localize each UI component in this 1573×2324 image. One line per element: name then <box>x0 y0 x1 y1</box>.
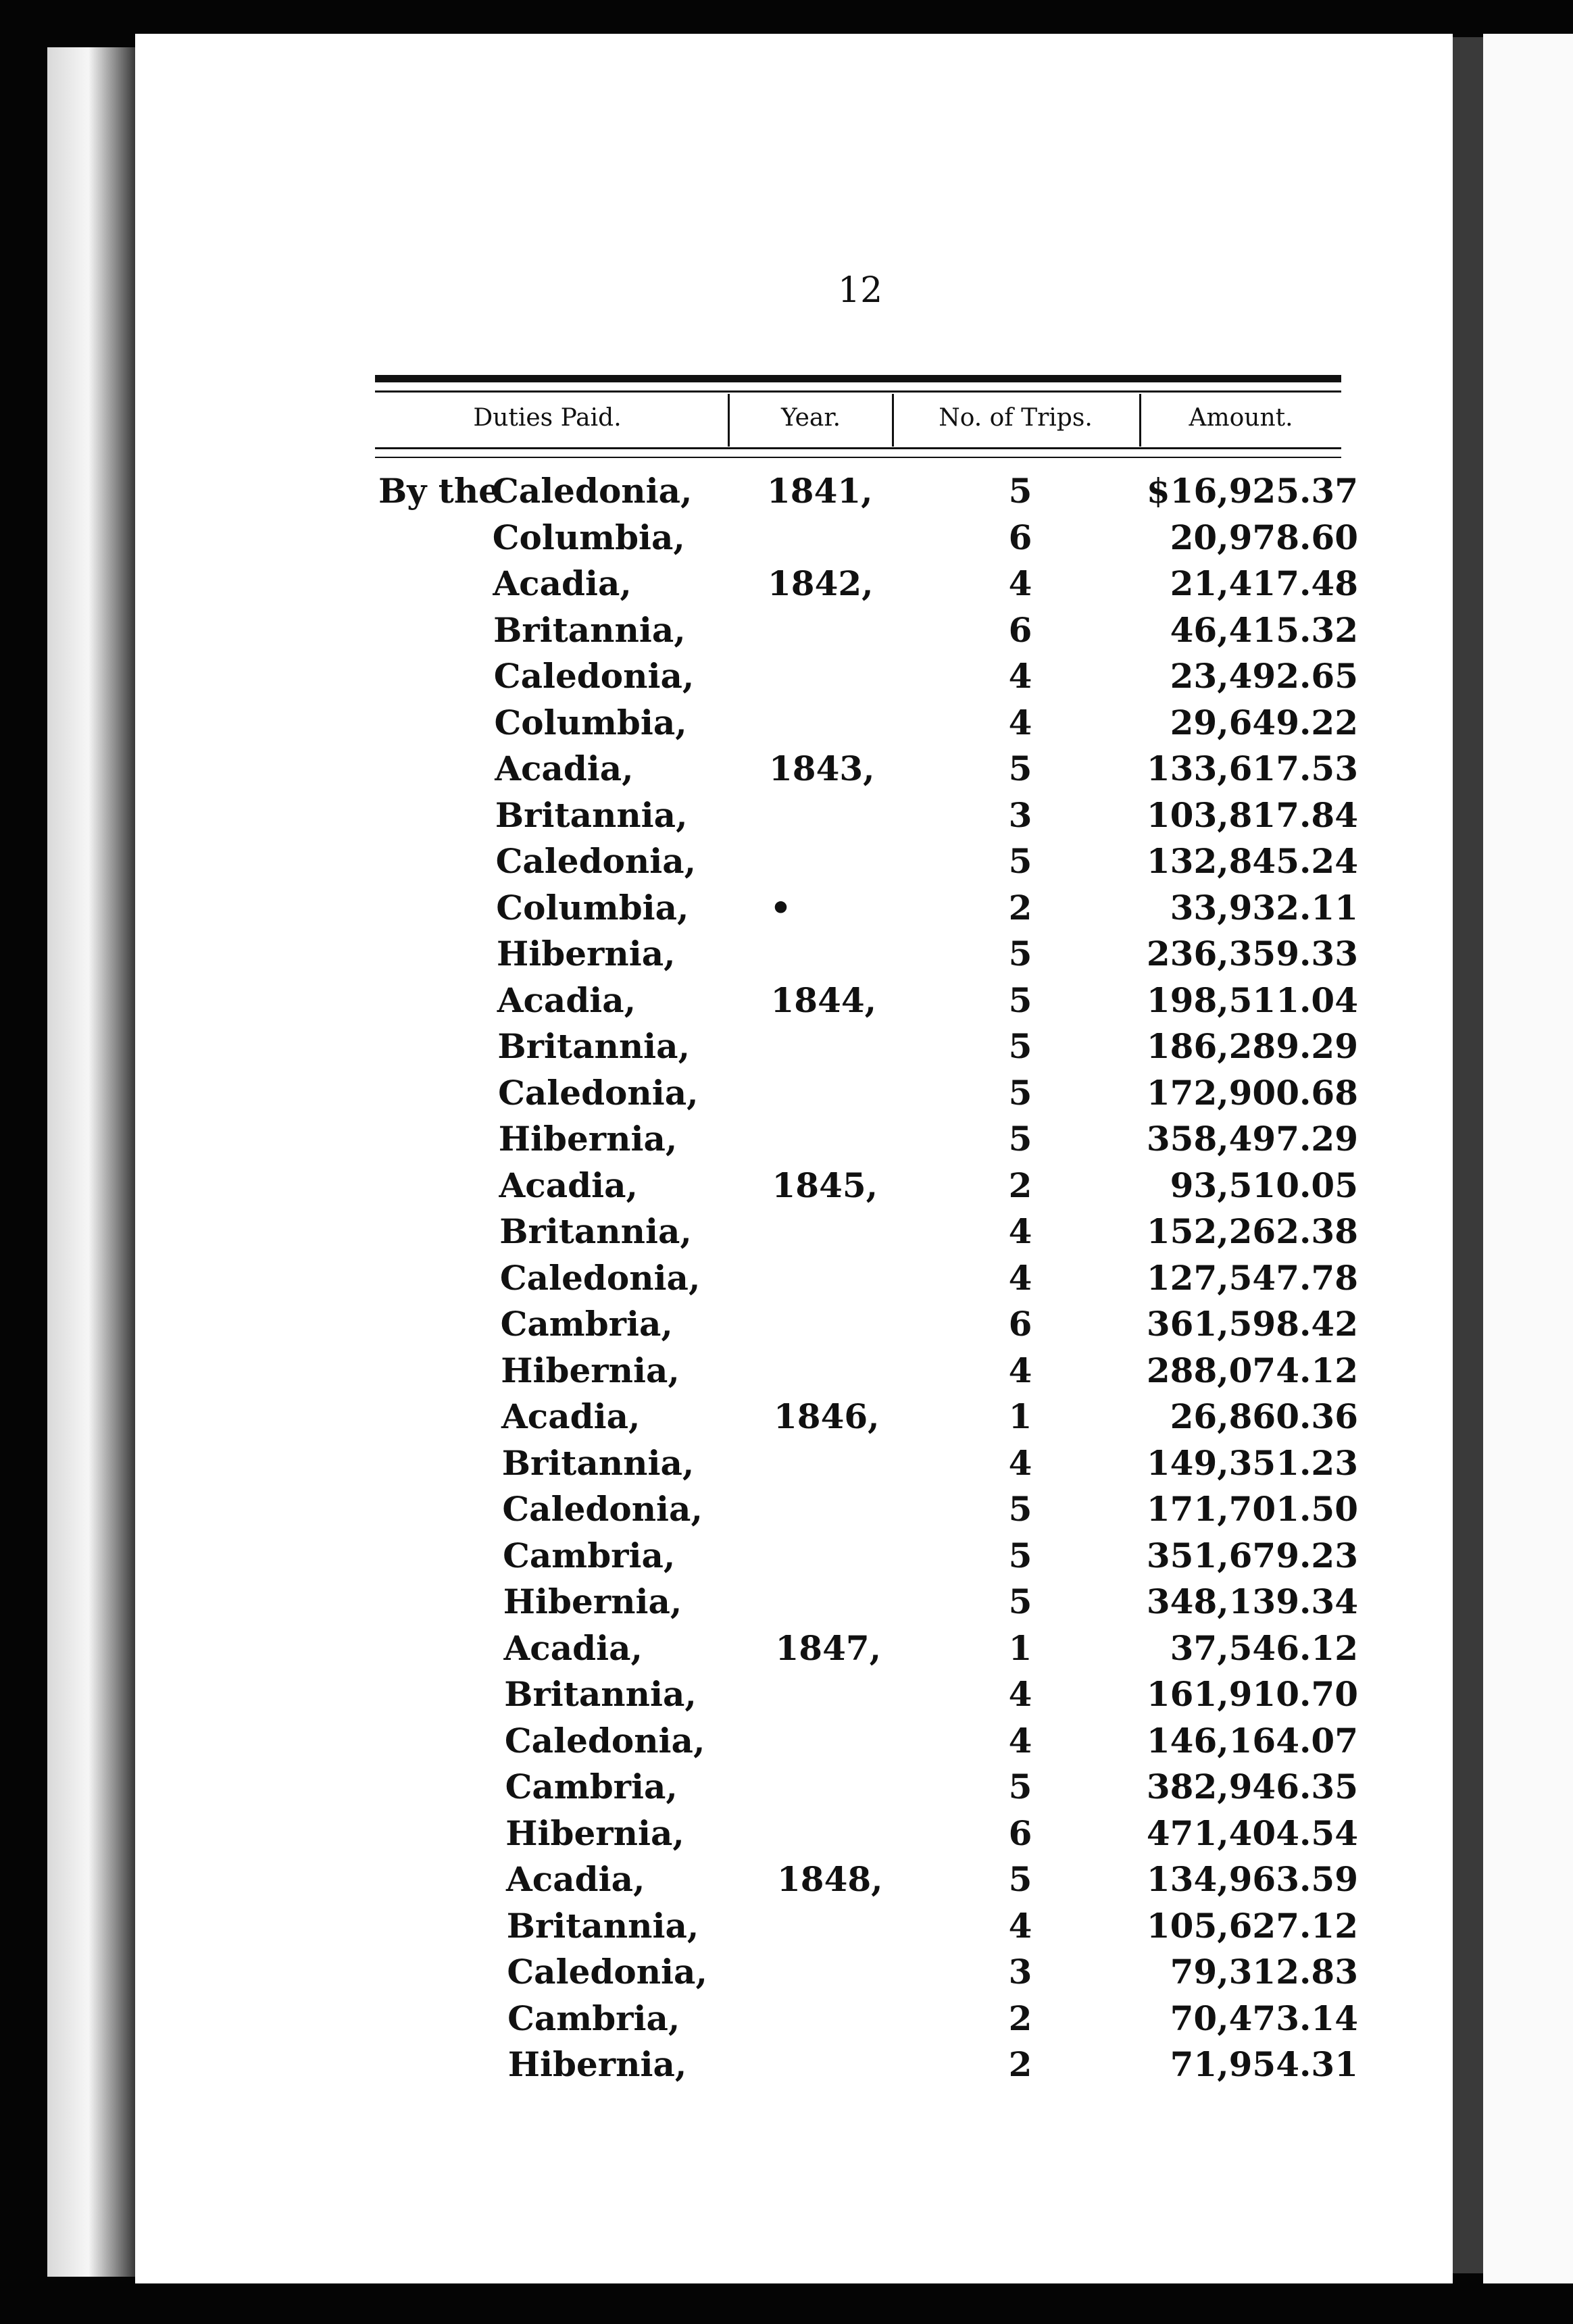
table-row <box>0 1396 1573 1442</box>
amount-cell: 288,074.12 <box>1146 1350 1358 1390</box>
amount-cell: 348,139.34 <box>1146 1582 1358 1621</box>
year-cell: 1848, <box>777 1859 883 1899</box>
table-row <box>0 1813 1573 1859</box>
amount-cell: 361,598.42 <box>1146 1304 1358 1344</box>
table-row <box>0 1859 1573 1905</box>
trips-cell: 5 <box>1008 1535 1032 1575</box>
ship-name: Cambria, <box>505 1767 678 1807</box>
table-row <box>0 1165 1573 1211</box>
ship-name: Britannia, <box>506 1905 699 1946</box>
amount-cell: 133,617.53 <box>1146 749 1358 788</box>
year-cell: 1846, <box>774 1396 880 1436</box>
ship-name: Caledonia, <box>502 1489 703 1529</box>
table-row <box>0 1443 1573 1489</box>
amount-cell: 71,954.31 <box>1170 2044 1358 2084</box>
table-row <box>0 471 1573 517</box>
ship-name: Acadia, <box>495 749 634 788</box>
amount-cell: 132,845.24 <box>1146 841 1358 881</box>
ship-name: Caledonia, <box>504 1720 705 1761</box>
year-cell: 1843, <box>769 749 875 788</box>
trips-cell: 2 <box>1008 1998 1032 2038</box>
trips-cell: 4 <box>1008 1350 1032 1390</box>
trips-cell: 5 <box>1008 1582 1032 1621</box>
table-row <box>0 1304 1573 1350</box>
ship-name: Hibernia, <box>505 1813 684 1853</box>
trips-cell: 5 <box>1008 934 1032 974</box>
amount-cell: 149,351.23 <box>1146 1442 1358 1483</box>
trips-cell: 4 <box>1008 1442 1032 1483</box>
table-row <box>0 703 1573 749</box>
trips-cell: 5 <box>1008 1119 1032 1159</box>
trips-cell: 5 <box>1008 1072 1032 1113</box>
table-row <box>0 1073 1573 1119</box>
amount-cell: 351,679.23 <box>1146 1535 1358 1575</box>
trips-cell: 4 <box>1008 1905 1032 1946</box>
trips-cell: 4 <box>1008 1720 1032 1761</box>
amount-cell: 171,701.50 <box>1146 1489 1358 1529</box>
amount-cell: $16,925.37 <box>1146 471 1358 511</box>
amount-cell: 93,510.05 <box>1170 1165 1358 1205</box>
ship-name: Britannia, <box>504 1674 697 1714</box>
amount-cell: 358,497.29 <box>1146 1119 1358 1159</box>
amount-cell: 186,289.29 <box>1146 1026 1358 1066</box>
ship-name: Acadia, <box>503 1627 643 1668</box>
row-prefix: By the <box>378 471 500 511</box>
ship-name: Britannia, <box>495 794 688 835</box>
ship-name: Caledonia, <box>499 1257 701 1298</box>
ship-name: Cambria, <box>503 1535 676 1575</box>
amount-cell: 70,473.14 <box>1170 1998 1358 2038</box>
trips-cell: 1 <box>1008 1627 1032 1668</box>
amount-cell: 471,404.54 <box>1146 1813 1358 1853</box>
trips-cell: 5 <box>1008 1767 1032 1807</box>
table-row <box>0 795 1573 841</box>
amount-cell: 172,900.68 <box>1146 1072 1358 1113</box>
ship-name: Britannia, <box>497 1026 690 1066</box>
ship-name: Columbia, <box>492 517 685 557</box>
table-row <box>0 1767 1573 1813</box>
amount-cell: 20,978.60 <box>1170 517 1358 557</box>
year-cell: 1844, <box>770 980 877 1020</box>
year-cell: 1842, <box>768 563 874 603</box>
amount-cell: 105,627.12 <box>1146 1905 1358 1946</box>
amount-cell: 46,415.32 <box>1170 609 1358 650</box>
trips-cell: 5 <box>1008 1859 1032 1899</box>
table-row <box>0 1258 1573 1304</box>
ship-name: Acadia, <box>501 1396 641 1436</box>
table-row <box>0 1119 1573 1165</box>
table-row <box>0 656 1573 702</box>
table-top-rule-thin <box>375 390 1341 393</box>
trips-cell: 2 <box>1008 2044 1032 2084</box>
ship-name: Cambria, <box>500 1304 673 1344</box>
trips-cell: 5 <box>1008 1489 1032 1529</box>
trips-cell: 2 <box>1008 1165 1032 1205</box>
header-no-of-trips: No. of Trips. <box>939 404 1093 432</box>
amount-cell: 33,932.11 <box>1170 887 1358 928</box>
ship-name: Caledonia, <box>492 471 693 511</box>
amount-cell: 103,817.84 <box>1146 794 1358 835</box>
ship-name: Hibernia, <box>497 934 676 974</box>
trips-cell: 5 <box>1008 980 1032 1020</box>
ship-name: Caledonia, <box>507 1952 707 1992</box>
amount-cell: 21,417.48 <box>1170 563 1358 603</box>
year-cell: 1847, <box>775 1627 882 1668</box>
table-row <box>0 2044 1573 2090</box>
table-header-bottom-rule-thin <box>375 457 1341 458</box>
trips-cell: 6 <box>1008 1813 1032 1853</box>
ship-name: Hibernia, <box>507 2044 687 2084</box>
amount-cell: 146,164.07 <box>1146 1720 1358 1761</box>
trips-cell: 4 <box>1008 702 1032 742</box>
header-year: Year. <box>780 404 841 432</box>
table-row <box>0 888 1573 934</box>
trips-cell: 4 <box>1008 1257 1032 1298</box>
table-row <box>0 1721 1573 1767</box>
year-cell: • <box>770 887 792 928</box>
ship-name: Hibernia, <box>501 1350 680 1390</box>
table-row <box>0 1489 1573 1535</box>
amount-cell: 382,946.35 <box>1146 1767 1358 1807</box>
table-row <box>0 1026 1573 1072</box>
table-header-bottom-rule <box>375 447 1341 449</box>
page-number: 12 <box>838 270 883 311</box>
trips-cell: 4 <box>1008 1674 1032 1714</box>
trips-cell: 6 <box>1008 517 1032 557</box>
ship-name: Caledonia, <box>498 1072 699 1113</box>
ship-name: Britannia, <box>499 1211 692 1251</box>
trips-cell: 5 <box>1008 1026 1032 1066</box>
trips-cell: 4 <box>1008 563 1032 603</box>
ship-name: Hibernia, <box>498 1119 678 1159</box>
ship-name: Columbia, <box>494 702 687 742</box>
ship-name: Cambria, <box>507 1998 680 2038</box>
table-row <box>0 980 1573 1026</box>
amount-cell: 134,963.59 <box>1146 1859 1358 1899</box>
table-row <box>0 1350 1573 1396</box>
table-row <box>0 1582 1573 1627</box>
table-row <box>0 1952 1573 1998</box>
ship-name: Britannia, <box>501 1442 695 1483</box>
trips-cell: 3 <box>1008 794 1032 835</box>
table-top-rule <box>375 375 1341 382</box>
amount-cell: 127,547.78 <box>1146 1257 1358 1298</box>
trips-cell: 6 <box>1008 1304 1032 1344</box>
table-row <box>0 1536 1573 1582</box>
trips-cell: 1 <box>1008 1396 1032 1436</box>
ship-name: Caledonia, <box>493 656 695 696</box>
table-row <box>0 749 1573 794</box>
ship-name: Hibernia, <box>503 1582 682 1621</box>
table-row <box>0 1906 1573 1952</box>
trips-cell: 5 <box>1008 749 1032 788</box>
amount-cell: 26,860.36 <box>1170 1396 1358 1436</box>
trips-cell: 2 <box>1008 887 1032 928</box>
trips-cell: 4 <box>1008 1211 1032 1251</box>
amount-cell: 37,546.12 <box>1170 1627 1358 1668</box>
year-cell: 1845, <box>772 1165 878 1205</box>
amount-cell: 79,312.83 <box>1170 1952 1358 1992</box>
table-row <box>0 1674 1573 1720</box>
ship-name: Acadia, <box>506 1859 645 1899</box>
trips-cell: 5 <box>1008 841 1032 881</box>
table-row <box>0 1998 1573 2044</box>
amount-cell: 29,649.22 <box>1170 702 1358 742</box>
ship-name: Caledonia, <box>495 841 697 881</box>
trips-cell: 5 <box>1008 471 1032 511</box>
year-cell: 1841, <box>767 471 873 511</box>
table-row <box>0 563 1573 609</box>
table-row <box>0 934 1573 980</box>
ship-name: Britannia, <box>493 609 686 650</box>
amount-cell: 236,359.33 <box>1146 934 1358 974</box>
ship-name: Acadia, <box>493 563 632 603</box>
trips-cell: 6 <box>1008 609 1032 650</box>
amount-cell: 23,492.65 <box>1170 656 1358 696</box>
ship-name: Acadia, <box>497 980 636 1020</box>
trips-cell: 3 <box>1008 1952 1032 1992</box>
ship-name: Acadia, <box>499 1165 638 1205</box>
trips-cell: 4 <box>1008 656 1032 696</box>
table-row <box>0 841 1573 887</box>
header-duties-paid: Duties Paid. <box>473 404 622 432</box>
table-row <box>0 1211 1573 1257</box>
amount-cell: 152,262.38 <box>1146 1211 1358 1251</box>
table-row <box>0 1628 1573 1674</box>
header-amount: Amount. <box>1189 404 1293 432</box>
table-row <box>0 517 1573 563</box>
amount-cell: 198,511.04 <box>1146 980 1358 1020</box>
amount-cell: 161,910.70 <box>1146 1674 1358 1714</box>
ship-name: Columbia, <box>496 887 689 928</box>
table-row <box>0 610 1573 656</box>
